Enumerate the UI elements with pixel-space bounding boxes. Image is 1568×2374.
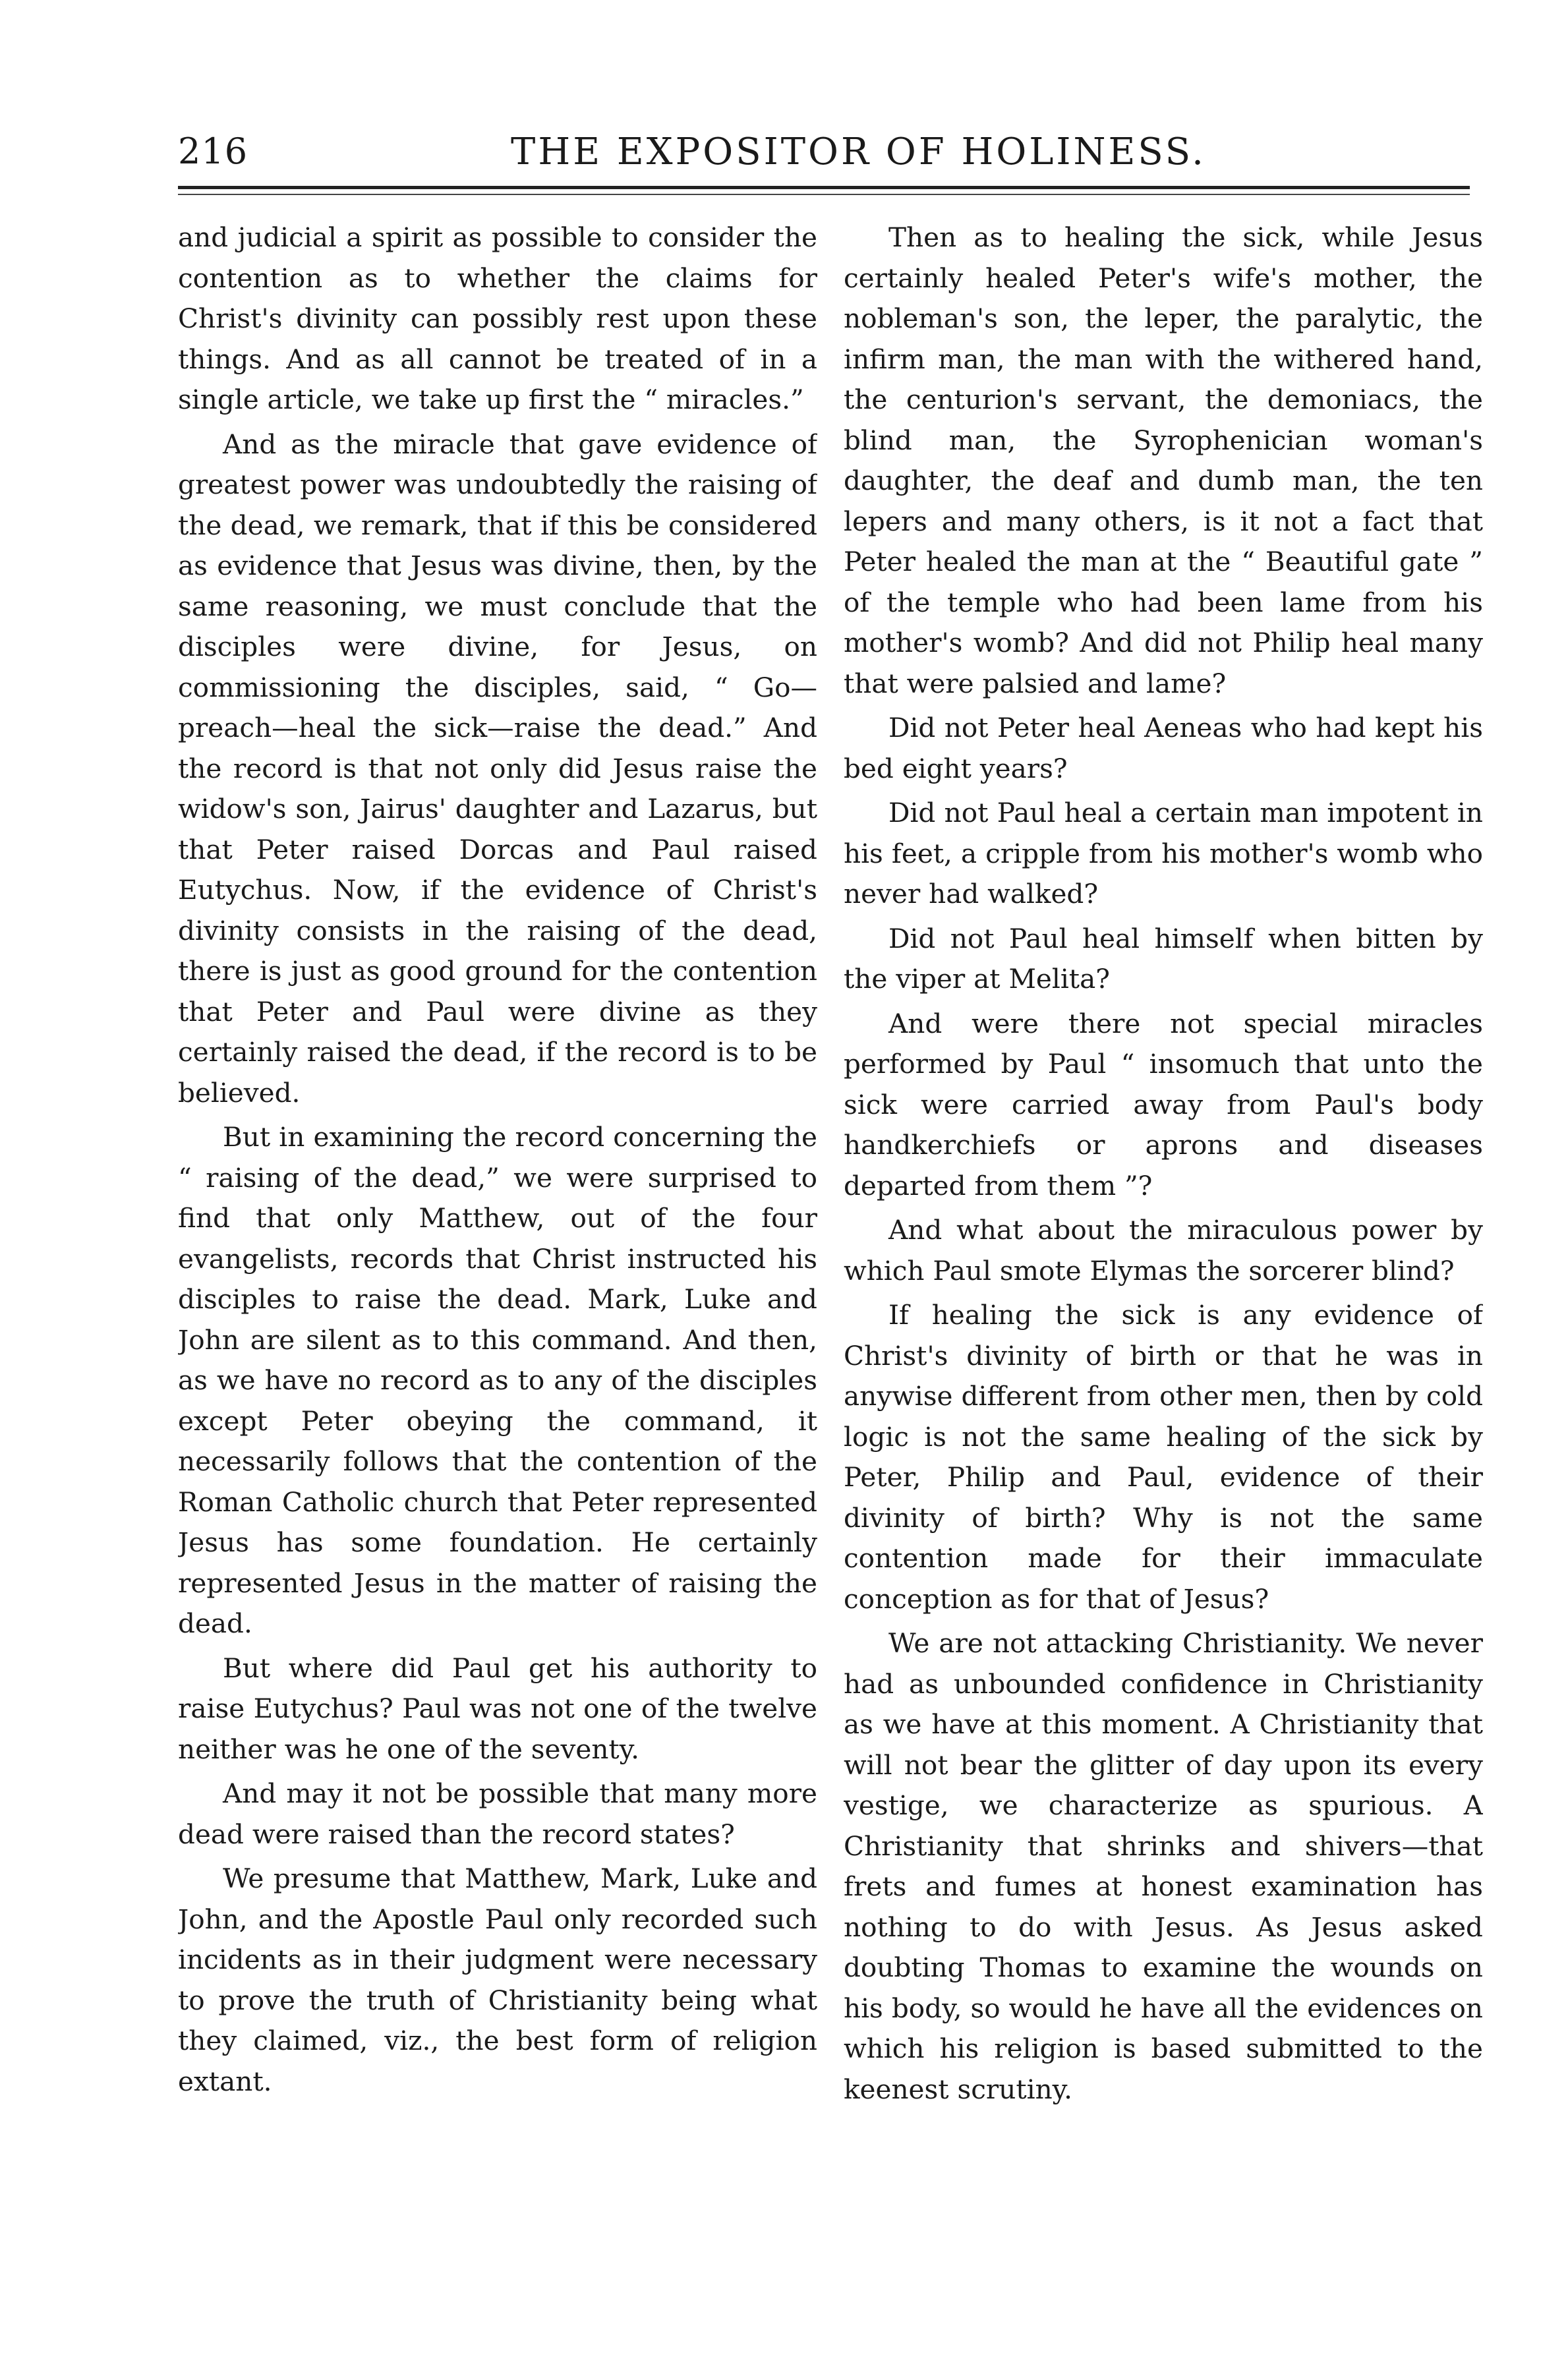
paragraph: But in examining the record concerning the “ raising of the dead,” we were surprised to find that only Matthew, out of the four evangelists, records that Christ instructed his disciples to raise the dead. Mark, Luke and John are silent as to this command. And then, as we have no record as to any of the disciples except Peter obeying the command, it necessarily follows that the contention of the Roman Catholic church that Peter represented Jesus has some foundation. He certainly represented Jesus in the matter of raising the dead. [178, 1121, 817, 1639]
page-number: 216 [178, 130, 248, 172]
header-rule [178, 186, 1470, 189]
paragraph: Then as to healing the sick, while Jesus certainly healed Peter's wife's mother, the nobleman's son, the leper, the paralytic, the infirm man, the man with the withered hand, the centurion's servant, the demoniacs, the blind man, the Syrophenician woman's daughter, the deaf and dumb man, the ten lepers and many others, is it not a fact that Peter healed the man at the “ Beautiful gate ” of the temple who had been lame from his mother's womb? And did not Philip heal many that were palsied and lame? [844, 221, 1483, 699]
header-rule-thin [178, 194, 1470, 195]
page-header [178, 124, 1470, 183]
left-column [178, 217, 817, 2234]
right-column [844, 217, 1483, 2234]
paragraph: Did not Paul heal himself when bitten by the viper at Melita? [844, 922, 1483, 995]
paragraph: And as the miracle that gave evidence of greatest power was undoubtedly the raising of the dead, we remark, that if this be considered as evidence that Jesus was divine, then, by the same reasoning, we must conclude that the disciples were divine, for Jesus, on commissioning the disciples, said, “ Go—preach—heal the sick—raise the dead.” And the record is that not only did Jesus raise the widow's son, Jairus' daughter and Lazarus, but that Peter raised Dorcas and Paul raised Eutychus. Now, if the evidence of Christ's divinity consists in the raising of the dead, there is just as good ground for the contention that Peter and Paul were divine as they certainly raised the dead, if the record is to be believed. [178, 428, 817, 1109]
paragraph: And were there not special miracles performed by Paul “ insomuch that unto the sick were carried away from Paul's body handkerchiefs or aprons and diseases departed from them ”? [844, 1007, 1483, 1201]
paragraph: Did not Peter heal Aeneas who had kept his bed eight years? [844, 712, 1483, 784]
paragraph: and judicial a spirit as possible to consider the contention as to whether the claims for Christ's divinity can possibly rest upon these things. And as all cannot be treated of in a single article, we take up first the “ miracles.” [178, 221, 817, 415]
running-title: THE EXPOSITOR OF HOLINESS. [511, 130, 1206, 173]
paragraph: If healing the sick is any evidence of Christ's divinity of birth or that he was in anywise different from other men, then by cold logic is not the same healing of the sick by Peter, Philip and Paul, evidence of their divinity of birth? Why is not the same contention made for their immaculate conception as for that of Jesus? [844, 1299, 1483, 1615]
paragraph: And may it not be possible that many more dead were raised than the record states? [178, 1778, 817, 1850]
paragraph: Did not Paul heal a certain man impotent in his feet, a cripple from his mother's womb who never had walked? [844, 797, 1483, 910]
paragraph: We presume that Matthew, Mark, Luke and John, and the Apostle Paul only recorded such incidents as in their judgment were necessary to prove the truth of Christianity being what they claimed, viz., the best form of religion extant. [178, 1863, 817, 2097]
paragraph: We are not attacking Christianity. We never had as unbounded confidence in Christianity as we have at this moment. A Christianity that will not bear the glitter of day upon its every vestige, we characterize as spurious. A Christianity that shrinks and shivers—that frets and fumes at honest examination has nothing to do with Jesus. As Jesus asked doubting Thomas to examine the wounds on his body, so would he have all the evidences on which his religion is based submitted to the keenest scrutiny. [844, 1627, 1483, 2105]
paragraph: But where did Paul get his authority to raise Eutychus? Paul was not one of the twelve neither was he one of the seventy. [178, 1652, 817, 1765]
paragraph: And what about the miraculous power by which Paul smote Elymas the sorcerer blind? [844, 1214, 1483, 1287]
